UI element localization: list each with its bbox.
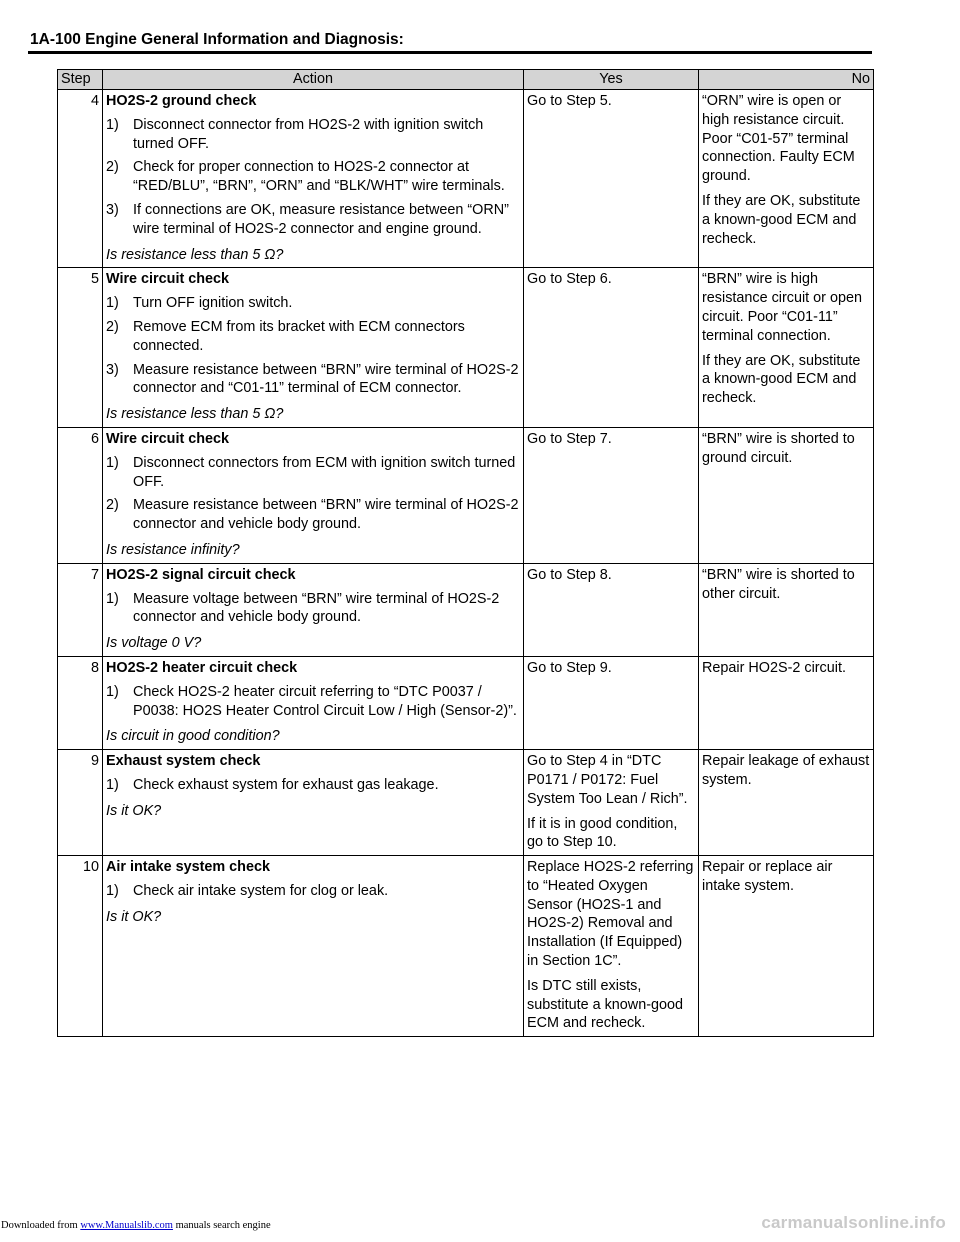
action-item — [106, 454, 520, 492]
action-item — [106, 496, 520, 534]
action-cell — [103, 427, 524, 563]
step-number: 9 — [58, 750, 103, 856]
action-item — [106, 318, 520, 356]
action-item-text: Check air intake system for clog or leak. — [133, 882, 389, 899]
step-number: 4 — [58, 90, 103, 268]
step-number: 10 — [58, 856, 103, 1037]
action-item-number: 2) — [106, 318, 119, 335]
header-rule — [28, 51, 872, 54]
no-result-text: “ORN” wire is open or high resistance circuit. Poor “C01-57” terminal connection. Faulty ECM ground. — [702, 93, 855, 185]
download-footer — [1, 1220, 271, 1231]
column-header-step: Step — [58, 70, 103, 90]
step-title: Wire circuit check — [106, 430, 230, 447]
action-item — [106, 294, 520, 313]
footer-prefix: Downloaded from — [1, 1220, 81, 1231]
action-list — [106, 116, 520, 239]
yes-result-text: Go to Step 5. — [527, 93, 612, 109]
step-title: Air intake system check — [106, 859, 270, 876]
action-item-text: Check exhaust system for exhaust gas leakage. — [133, 776, 439, 793]
footer-suffix: manuals search engine — [172, 1220, 271, 1231]
action-item-text: Remove ECM from its bracket with ECM connectors connected. — [133, 318, 465, 354]
table-row — [58, 90, 874, 268]
step-title: HO2S-2 ground check — [106, 93, 257, 109]
no-result-text: Repair leakage of exhaust system. — [702, 753, 870, 788]
page-header: 1A-100 Engine General Information and Diagnosis: — [30, 31, 404, 48]
table-row — [58, 750, 874, 856]
table-row — [58, 268, 874, 428]
action-item-text: Measure resistance between “BRN” wire terminal of HO2S-2 connector and “C01-11” terminal of ECM connector. — [133, 361, 519, 397]
column-header-no: No — [699, 70, 874, 90]
column-header-action: Action — [103, 70, 524, 90]
action-item-number: 1) — [106, 882, 119, 899]
yes-result-text: Go to Step 6. — [527, 271, 612, 288]
step-title: Wire circuit check — [106, 271, 230, 288]
action-list — [106, 683, 520, 721]
no-cell — [699, 268, 874, 428]
action-item-number: 1) — [106, 454, 119, 471]
table-body — [58, 90, 874, 1037]
yes-result-text: Is DTC still exists, substitute a known-good ECM and recheck. — [527, 977, 683, 1032]
action-item — [106, 158, 520, 196]
step-number: 5 — [58, 268, 103, 428]
yes-cell — [524, 856, 699, 1037]
no-result-text: Repair HO2S-2 circuit. — [702, 659, 846, 676]
action-item-text: Check HO2S-2 heater circuit referring to “DTC P0037 / P0038: HO2S Heater Control Circuit Low / High (Sensor-2)”. — [133, 683, 517, 719]
yes-result-text: Go to Step 9. — [527, 659, 612, 676]
check-question: Is resistance less than 5 Ω? — [106, 406, 284, 423]
action-item-number: 3) — [106, 361, 119, 378]
check-question: Is it OK? — [106, 908, 162, 925]
no-result-text: If they are OK, substitute a known-good ECM and recheck. — [702, 352, 861, 407]
action-list — [106, 776, 520, 795]
no-result-text: Repair or replace air intake system. — [702, 859, 833, 894]
action-item-number: 2) — [106, 497, 119, 514]
action-list — [106, 882, 520, 901]
no-result-text: “BRN” wire is shorted to ground circuit. — [702, 430, 855, 466]
no-cell — [699, 750, 874, 856]
step-number: 8 — [58, 656, 103, 749]
action-list — [106, 590, 520, 628]
no-cell — [699, 427, 874, 563]
action-cell — [103, 268, 524, 428]
action-item-number: 1) — [106, 683, 119, 700]
yes-result-text: Go to Step 4 in “DTC P0171 / P0172: Fuel System Too Lean / Rich”. — [527, 753, 688, 807]
no-cell — [699, 856, 874, 1037]
yes-result-text: Go to Step 8. — [527, 566, 612, 583]
no-cell — [699, 563, 874, 656]
action-item — [106, 201, 520, 239]
action-item — [106, 361, 520, 399]
step-title: Exhaust system check — [106, 753, 261, 770]
action-item-text: Measure voltage between “BRN” wire terminal of HO2S-2 connector and vehicle body ground. — [133, 590, 500, 626]
action-cell — [103, 90, 524, 268]
check-question: Is resistance less than 5 Ω? — [106, 246, 284, 263]
no-cell — [699, 90, 874, 268]
no-result-text: If they are OK, substitute a known-good ECM and recheck. — [702, 192, 861, 247]
action-item-number: 1) — [106, 295, 119, 312]
check-question: Is circuit in good condition? — [106, 728, 280, 745]
yes-cell — [524, 268, 699, 428]
table-row — [58, 856, 874, 1037]
action-item-text: If connections are OK, measure resistance between “ORN” wire terminal of HO2S-2 connector and engine ground. — [133, 201, 509, 237]
action-item-number: 2) — [106, 159, 119, 176]
check-question: Is voltage 0 V? — [106, 635, 202, 652]
no-result-text: “BRN” wire is shorted to other circuit. — [702, 566, 855, 602]
no-cell — [699, 656, 874, 749]
yes-result-text: Go to Step 7. — [527, 430, 612, 447]
table-row — [58, 563, 874, 656]
action-item-text: Check for proper connection to HO2S-2 connector at “RED/BLU”, “BRN”, “ORN” and “BLK/WHT” wire terminals. — [133, 159, 505, 195]
yes-result-text: Replace HO2S-2 referring to “Heated Oxygen Sensor (HO2S-1 and HO2S-2) Removal and Installation (If Equipped) in Section 1C”. — [527, 859, 694, 970]
action-list — [106, 454, 520, 534]
action-item-text: Disconnect connectors from ECM with ignition switch turned OFF. — [133, 454, 516, 490]
no-result-text: “BRN” wire is high resistance circuit or open circuit. Poor “C01-11” terminal connection. — [702, 271, 862, 344]
step-title: HO2S-2 signal circuit check — [106, 566, 296, 583]
action-cell — [103, 856, 524, 1037]
action-item-number: 1) — [106, 776, 119, 793]
action-item — [106, 590, 520, 628]
diagnosis-table — [57, 69, 874, 1037]
step-number: 6 — [58, 427, 103, 563]
action-cell — [103, 563, 524, 656]
yes-cell — [524, 563, 699, 656]
action-item-text: Disconnect connector from HO2S-2 with ignition switch turned OFF. — [133, 116, 484, 152]
manualslib-link[interactable]: www.Manualslib.com — [80, 1220, 173, 1231]
column-header-yes: Yes — [524, 70, 699, 90]
yes-cell — [524, 427, 699, 563]
action-item — [106, 882, 520, 901]
action-cell — [103, 750, 524, 856]
action-item-text: Turn OFF ignition switch. — [133, 295, 293, 312]
table-row — [58, 656, 874, 749]
yes-cell — [524, 90, 699, 268]
action-cell — [103, 656, 524, 749]
action-item — [106, 683, 520, 721]
yes-cell — [524, 750, 699, 856]
yes-result-text: If it is in good condition, go to Step 10. — [527, 815, 678, 851]
action-item — [106, 116, 520, 154]
check-question: Is it OK? — [106, 802, 162, 819]
table-row — [58, 427, 874, 563]
action-item-number: 1) — [106, 590, 119, 607]
action-item-number: 1) — [106, 116, 119, 133]
table-header-row — [58, 70, 874, 90]
action-item — [106, 776, 520, 795]
check-question: Is resistance infinity? — [106, 541, 240, 558]
action-item-number: 3) — [106, 201, 119, 218]
step-title: HO2S-2 heater circuit check — [106, 659, 298, 676]
yes-cell — [524, 656, 699, 749]
action-item-text: Measure resistance between “BRN” wire terminal of HO2S-2 connector and vehicle body ground. — [133, 497, 519, 533]
watermark-logo: carmanualsonline.info — [761, 1213, 946, 1232]
action-list — [106, 294, 520, 398]
step-number: 7 — [58, 563, 103, 656]
